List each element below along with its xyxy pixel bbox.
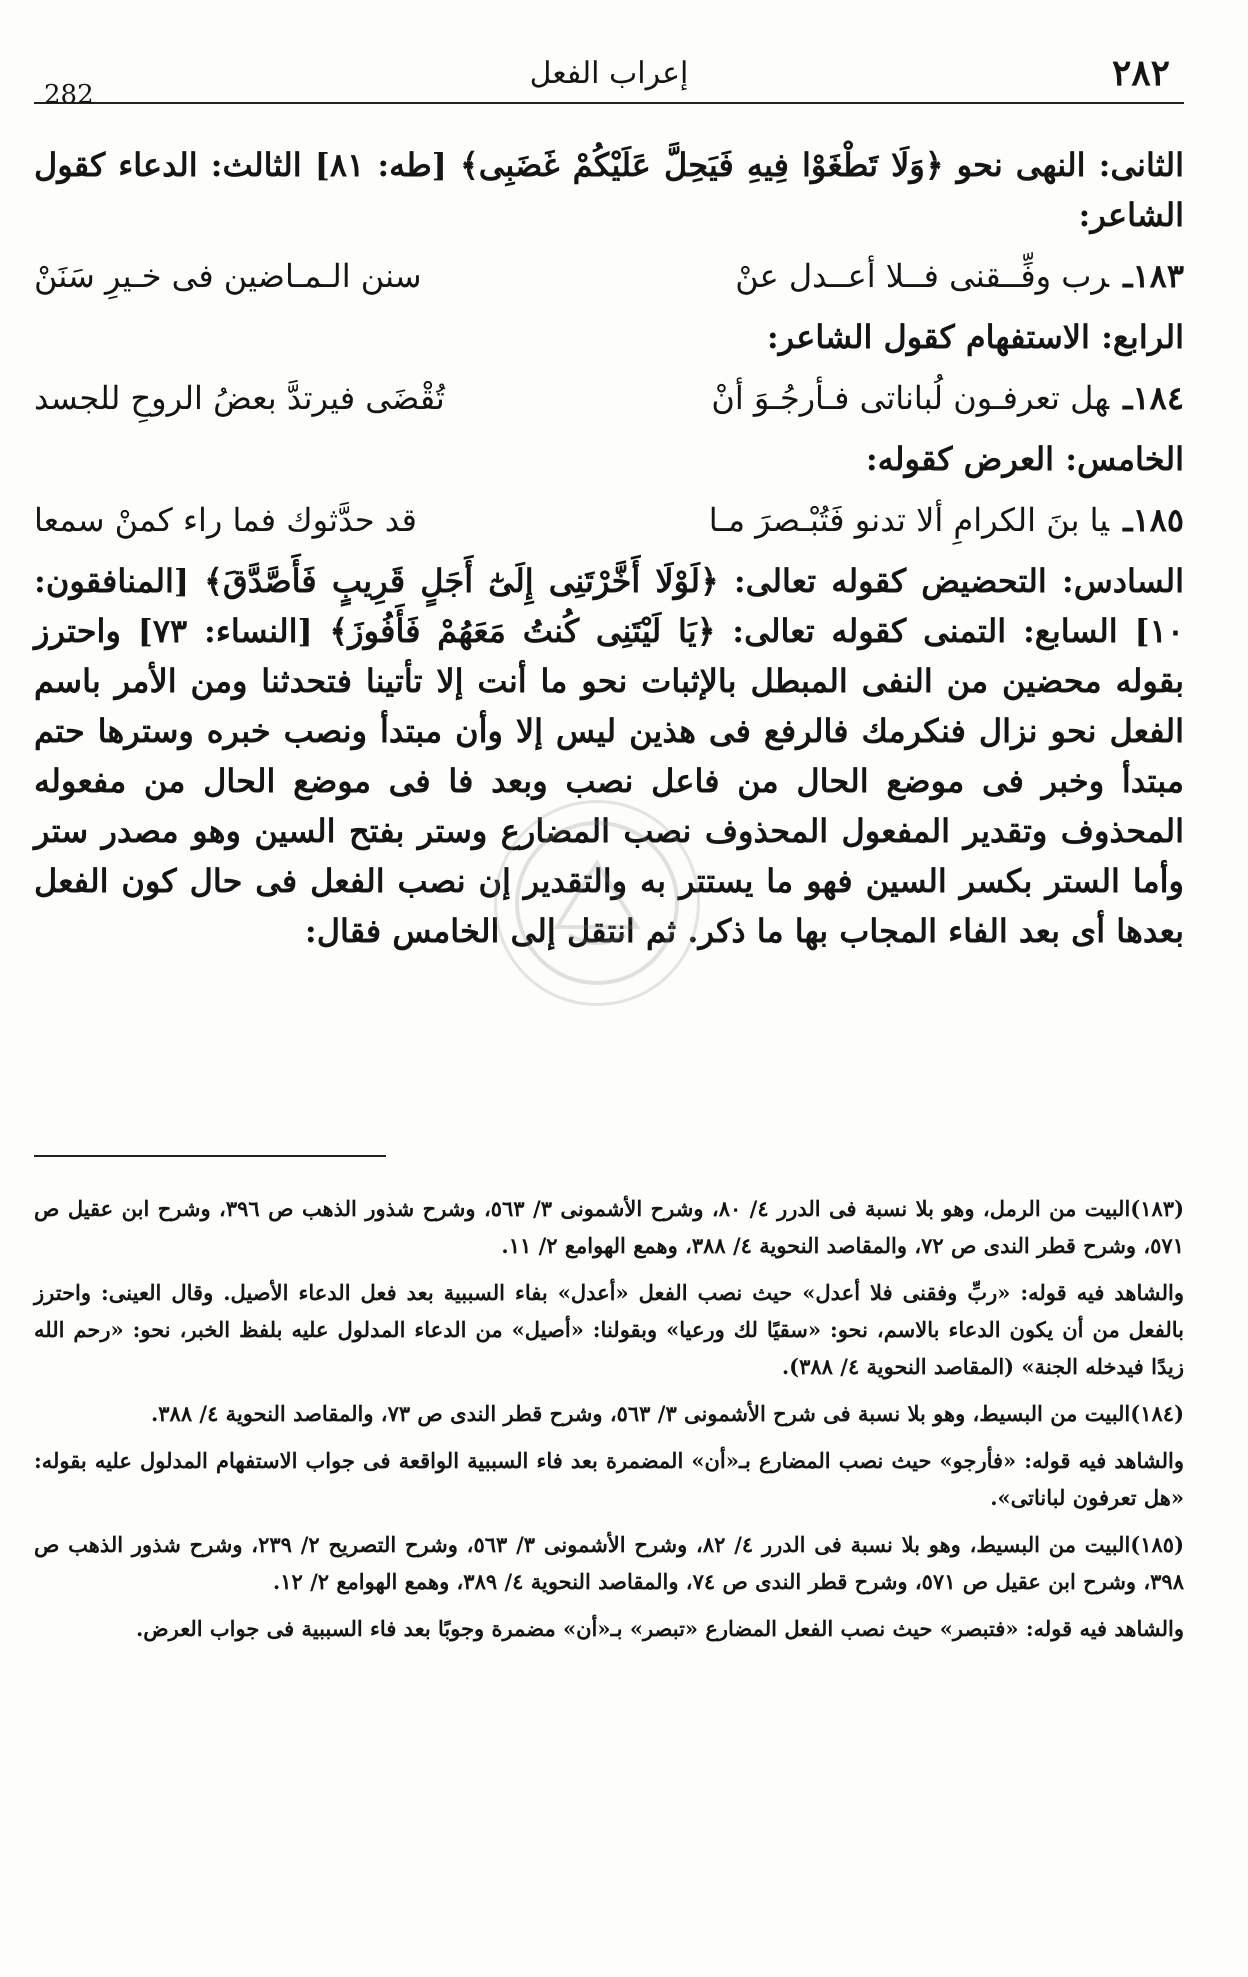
- running-title: إعراب الفعل: [529, 56, 689, 91]
- footnote-185-witness: والشاهد فيه قوله: «فتبصر» حيث نصب الفعل المضارع «تبصر» بـ«أن» مضمرة وجوبًا بعد فاء السببية فى جواب العرض.: [135, 1616, 1184, 1641]
- verse-hemistich-first: [664, 368, 1184, 428]
- verse-number: ١٨٤ـ: [1123, 379, 1184, 417]
- footnote-184-witness: والشاهد فيه قوله: «فأرجو» حيث نصب المضارع بـ«أن» المضمرة بعد فاء السببية الواقعة فى جواب الاستفهام المدلول عليه بقوله: «هل تعرفون لباناتى».: [34, 1448, 1184, 1510]
- verse-text: رب وفِّــقنى فــلا أعــدل عنْ: [735, 257, 1110, 295]
- verse-hemistich-first: [664, 246, 1184, 306]
- footnote-185: (١٨٥)البيت من البسيط، وهو بلا نسبة فى الدرر ٤/ ٨٢، وشرح الأشمونى ٣/ ٥٦٣، وشرح التصريح ٢/ ٢٣٩، وشرح شذور الذهب ص ٣٩٨، وشرح ابن عقيل ص ٥٧١، وشرح قطر الندى ص ٧٤، والمقاصد النحوية ٤/ ٣٨٩، وهمع الهوامع ٢/ ١٢.: [34, 1532, 1185, 1594]
- footnote-183-witness: والشاهد فيه قوله: «ربِّ وفقنى فلا أعدل» حيث نصب الفعل «أعدل» بفاء السببية بعد فعل الدعاء الأصيل. وقال العينى: واحترز بالفعل من أن يكون الدعاء بالاسم، نحو: «سقيًا لك ورعيا» وبقولنا: «أصيل» من الدعاء المدلول عليه بلفظ الخبر، نحو: «رحم الله زيدًا فيدخله الجنة» (المقاصد النحوية ٤/ ٣٨٨).: [34, 1280, 1184, 1379]
- paragraph-tahdid-tamanni: السادس: التحضيض كقوله تعالى: ﴿لَوْلَا أَخَّرْتَنِى إِلَىٰٓ أَجَلٍ قَرِيبٍ فَأَصَّدَّقَ﴾ [المنافقون: ١٠] السابع: التمنى كقوله تعالى: ﴿يَا لَيْتَنِى كُنتُ مَعَهُمْ فَأَفُوزَ﴾ [النساء: ٧٣] واحترز بقوله محضين من النفى المبطل بالإثبات نحو ما أنت إلا تأتينا فتحدثنا ومن الأمر باسم الفعل نحو نزال فنكرمك فالرفع فى هذين ليس إلا وأن مبتدأ ونصب خبره وسترها حتم مبتدأ وخبر فى موضع الحال من فاعل نصب وبعد فا فى موضع الحال من مفعوله المحذوف وتقدير المفعول المحذوف نصب المضارع وستر بفتح السين وهو مصدر ستر وأما الستر بكسر السين فهو ما يستتر به والتقدير إن نصب الفعل فى حال كون الفعل بعدها أى بعد الفاء المجاب بها ما ذكر. ثم انتقل إلى الخامس فقال:: [34, 562, 1185, 950]
- paragraph-istifham: الرابع: الاستفهام كقول الشاعر:: [766, 318, 1184, 356]
- paragraph-ard: الخامس: العرض كقوله:: [865, 440, 1184, 478]
- verse-text: يا بنَ الكرامِ ألا تدنو فَتُبْـصرَ مـا: [708, 501, 1110, 539]
- footnote-184: (١٨٤)البيت من البسيط، وهو بلا نسبة فى شرح الأشمونى ٣/ ٥٦٣، وشرح قطر الندى ص ٧٣، والمقاصد النحوية ٤/ ٣٨٨.: [150, 1401, 1184, 1426]
- verse-text: هل تعرفـون لُباناتى فـأرجُـوَ أنْ: [711, 379, 1110, 417]
- page-number-arabic: ٢٨٢: [1111, 52, 1170, 94]
- verse-hemistich-second: سنن الـمـاضين فى خـيرِ سَنَنْ: [34, 257, 422, 295]
- verse-hemistich-second: قد حدَّثوك فما راء كمنْ سمعا: [34, 501, 417, 539]
- page-header: [34, 52, 1184, 110]
- verse-183: [34, 246, 1184, 306]
- verse-184: [34, 368, 1184, 428]
- verse-hemistich-second: تُقْضَى فيرتدَّ بعضُ الروحِ للجسد: [34, 379, 445, 417]
- page-number: 282: [44, 80, 94, 110]
- verse-hemistich-first: [664, 490, 1184, 550]
- footnote-183: (١٨٣)البيت من الرمل، وهو بلا نسبة فى الدرر ٤/ ٨٠، وشرح الأشمونى ٣/ ٥٦٣، وشرح شذور الذهب ص ٣٩٦، وشرح ابن عقيل ص ٥٧١، وشرح قطر الندى ص ٧٢، والمقاصد النحوية ٤/ ٣٨٨، وهمع الهوامع ٢/ ١١.: [34, 1196, 1185, 1258]
- verse-number: ١٨٣ـ: [1123, 257, 1184, 295]
- footnote-divider: [34, 1155, 386, 1157]
- main-text: [34, 140, 1184, 956]
- footnotes: [34, 1190, 1184, 1657]
- paragraph-nahy: الثانى: النهى نحو ﴿وَلَا تَطْغَوْا فِيهِ فَيَحِلَّ عَلَيْكُمْ غَضَبِى﴾ [طه: ٨١] الثالث: الدعاء كقول الشاعر:: [34, 146, 1185, 234]
- book-page: [34, 0, 1184, 1977]
- verse-number: ١٨٥ـ: [1123, 501, 1184, 539]
- verse-185: [34, 490, 1184, 550]
